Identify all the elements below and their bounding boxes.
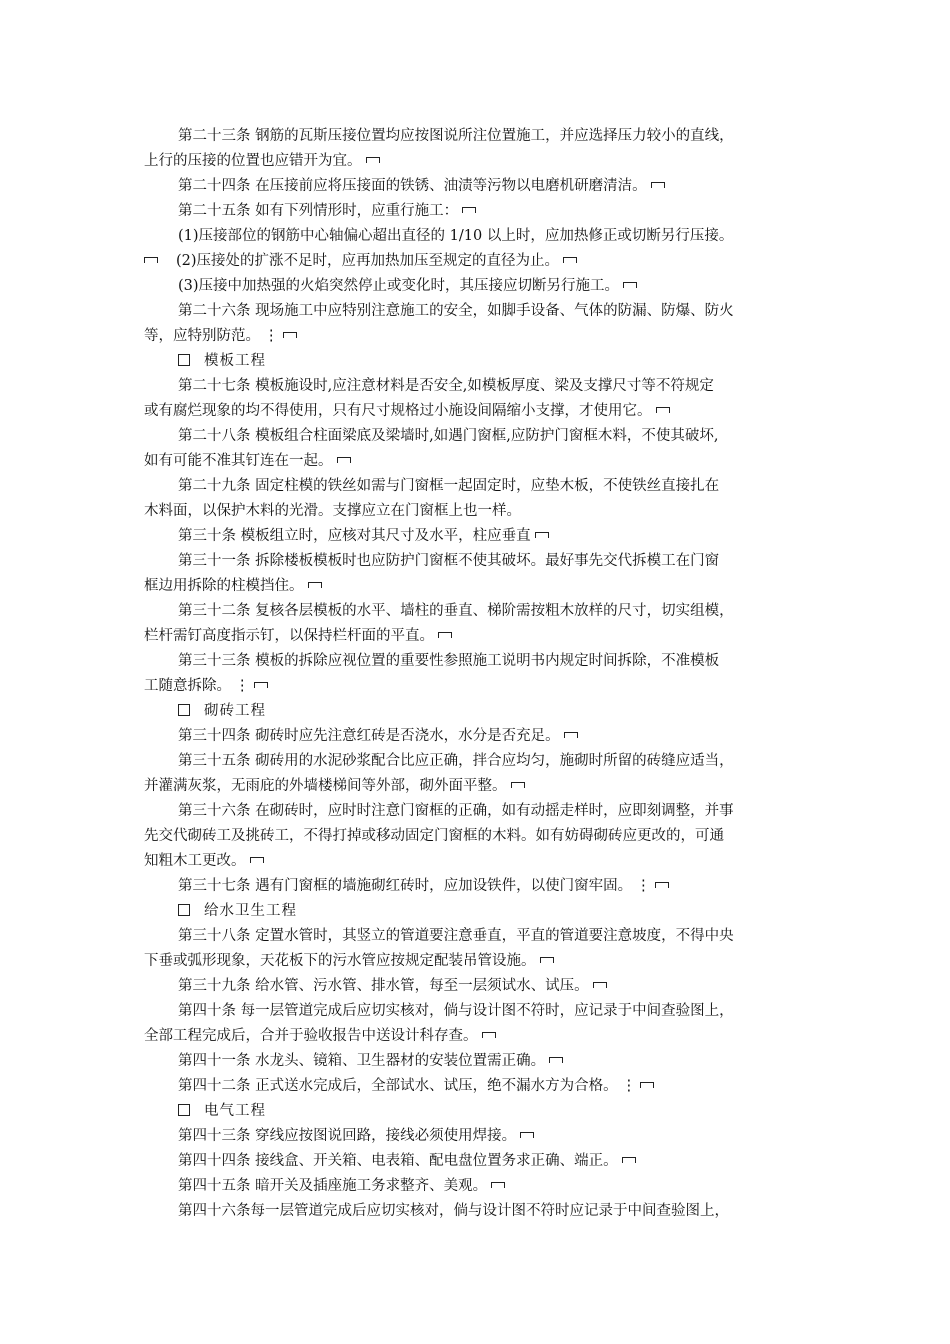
checkbox-square-icon [178,904,190,916]
section-heading: 模板工程 [144,349,812,374]
paragraph-line: 第三十一条 拆除楼板模板时也应防护门窗框不使其破坏。最好事先交代拆模工在门窗 [178,553,720,569]
paragraph-line: 第三十五条 砌砖用的水泥砂浆配合比应正确，拌合应均匀，施砌时所留的砖缝应适当， [178,753,734,769]
paragraph-mark-icon [511,782,525,788]
paragraph-mark-icon [438,632,452,638]
paragraph-line: 上行的压接的位置也应错开为宜。 [144,149,812,174]
paragraph-line: 第三十四条 砌砖时应先注意红砖是否浇水，水分是否充足。 [144,724,812,749]
paragraph-line: 如有可能不准其钉连在一起。 [144,449,812,474]
paragraph-mark-icon [250,857,264,863]
vertical-dots-icon: ⋮ [264,328,279,344]
paragraph-mark-icon [366,157,380,163]
paragraph-line: 第三十三条 模板的拆除应视位置的重要性参照施工说明书内规定时间拆除，不准模板 [178,653,720,669]
paragraph-line: 第四十六条每一层管道完成后应切实核对，倘与设计图不符时应记录于中间查验图上， [178,1203,729,1219]
paragraph-line: 第二十八条 模板组合柱面梁底及梁墙时,如遇门窗框,应防护门窗框木料，不使其破坏, [178,428,719,444]
paragraph-line: 第二十七条 模板施设时,应注意材料是否安全,如模板厚度、梁及支撑尺寸等不符规定 [178,378,714,394]
list-item: (1)压接部位的钢筋中心轴偏心超出直径的 1/10 以上时，应加热修正或切断另行压接。 [178,228,734,244]
paragraph-line: 第二十九条 固定柱模的铁丝如需与门窗框一起固定时，应垫木板，不使铁丝直接扎在 [178,478,720,494]
section-heading: 砌砖工程 [144,699,812,724]
paragraph-line: 第三十八条 定置水管时，其竖立的管道要注意垂直，平直的管道要注意坡度，不得中央 [178,928,734,944]
vertical-dots-icon: ⋮ [621,1078,637,1094]
paragraph-mark-icon [640,1082,654,1088]
paragraph-mark-icon [283,332,297,338]
paragraph-mark-icon [623,282,637,288]
paragraph-mark-icon [622,1157,636,1163]
paragraph-line: 栏杆需钉高度指示钉，以保持栏杆面的平直。 [144,624,812,649]
paragraph-mark-icon [491,1182,505,1188]
paragraph-line: 或有腐烂现象的均不得使用，只有尺寸规格过小施设间隔缩小支撑，才使用它。 [144,399,812,424]
paragraph-mark-icon [520,1132,534,1138]
paragraph-line: 第二十三条 钢筋的瓦斯压接位置均应按图说所注位置施工，并应选择压力较小的直线， [178,128,734,144]
paragraph-line: 第四十三条 穿线应按图说回路，接线必须使用焊接。 [144,1124,812,1149]
paragraph-mark-icon [462,207,476,213]
paragraph-line: 框边用拆除的柱模挡住。 [144,574,812,599]
paragraph-mark-icon [308,582,322,588]
paragraph-line: 第四十四条 接线盒、开关箱、电表箱、配电盘位置务求正确、端正。 [144,1149,812,1174]
paragraph-mark-icon [535,532,549,538]
paragraph-line: 第三十九条 给水管、污水管、排水管，每至一层须试水、试压。 [144,974,812,999]
paragraph-mark-icon [254,682,268,688]
paragraph-line: 等，应特别防范。 ⋮ [144,324,812,349]
paragraph-mark-icon [655,882,669,888]
section-heading: 电气工程 [144,1099,812,1124]
paragraph-line: 工随意拆除。 ⋮ [144,674,812,699]
paragraph-mark-icon [337,457,351,463]
paragraph-mark-icon [482,1032,496,1038]
paragraph-line: 第二十六条 现场施工中应特别注意施工的安全，如脚手设备、气体的防漏、防爆、防火 [178,303,734,319]
paragraph-mark-icon [144,257,158,263]
paragraph-line: 第三十六条 在砌砖时，应时时注意门窗框的正确，如有动摇走样时，应即刻调整，并事 [178,803,734,819]
paragraph-mark-icon [593,982,607,988]
checkbox-square-icon [178,704,190,716]
paragraph-line: 第四十五条 暗开关及插座施工务求整齐、美观。 [144,1174,812,1199]
paragraph-line: 下垂或弧形现象，天花板下的污水管应按规定配装吊管设施。 [144,949,812,974]
list-item: (3)压接中加热强的火焰突然停止或变化时，其压接应切断另行施工。 [144,274,812,299]
paragraph-line: 知粗木工更改。 [144,849,812,874]
vertical-dots-icon: ⋮ [235,678,250,694]
section-heading: 给水卫生工程 [144,899,812,924]
paragraph-mark-icon [651,182,665,188]
paragraph-line: 第二十四条 在压接前应将压接面的铁锈、油渍等污物以电磨机研磨清洁。 [144,174,812,199]
checkbox-square-icon [178,1104,190,1116]
paragraph-mark-icon [540,957,554,963]
paragraph-line: 并灌满灰浆，无雨庇的外墙楼梯间等外部，砌外面平整。 [144,774,812,799]
paragraph-line: 先交代砌砖工及挑砖工，不得打掉或移动固定门窗框的木料。如有妨碍砌砖应更改的，可通 [144,828,724,844]
paragraph-line: 第三十二条 复核各层模板的水平、墙柱的垂直、梯阶需按粗木放样的尺寸，切实组模， [178,603,734,619]
paragraph-line: 第三十条 模板组立时，应核对其尺寸及水平，柱应垂直 [144,524,812,549]
checkbox-square-icon [178,354,190,366]
paragraph-mark-icon [564,732,578,738]
paragraph-mark-icon [656,407,670,413]
paragraph-line: 第四十二条 正式送水完成后，全部试水、试压，绝不漏水方为合格。 ⋮ [144,1074,812,1099]
vertical-dots-icon: ⋮ [636,878,651,894]
paragraph-mark-icon [563,257,577,263]
paragraph-line: 全部工程完成后，合并于验收报告中送设计科存查。 [144,1024,812,1049]
paragraph-line: 第四十一条 水龙头、镜箱、卫生器材的安装位置需正确。 [144,1049,812,1074]
paragraph-line: 第二十五条 如有下列情形时，应重行施工： [144,199,812,224]
document-body [144,124,812,1224]
paragraph-line: 木料面，以保护木料的光滑。支撑应立在门窗框上也一样。 [144,503,521,519]
list-item: (2)压接处的扩涨不足时，应再加热加压至规定的直径为止。 [144,249,812,274]
paragraph-line: 第四十条 每一层管道完成后应切实核对，倘与设计图不符时，应记录于中间查验图上， [178,1003,734,1019]
paragraph-line: 第三十七条 遇有门窗框的墙施砌红砖时，应加设铁件，以使门窗牢固。 ⋮ [144,874,812,899]
paragraph-mark-icon [549,1057,563,1063]
